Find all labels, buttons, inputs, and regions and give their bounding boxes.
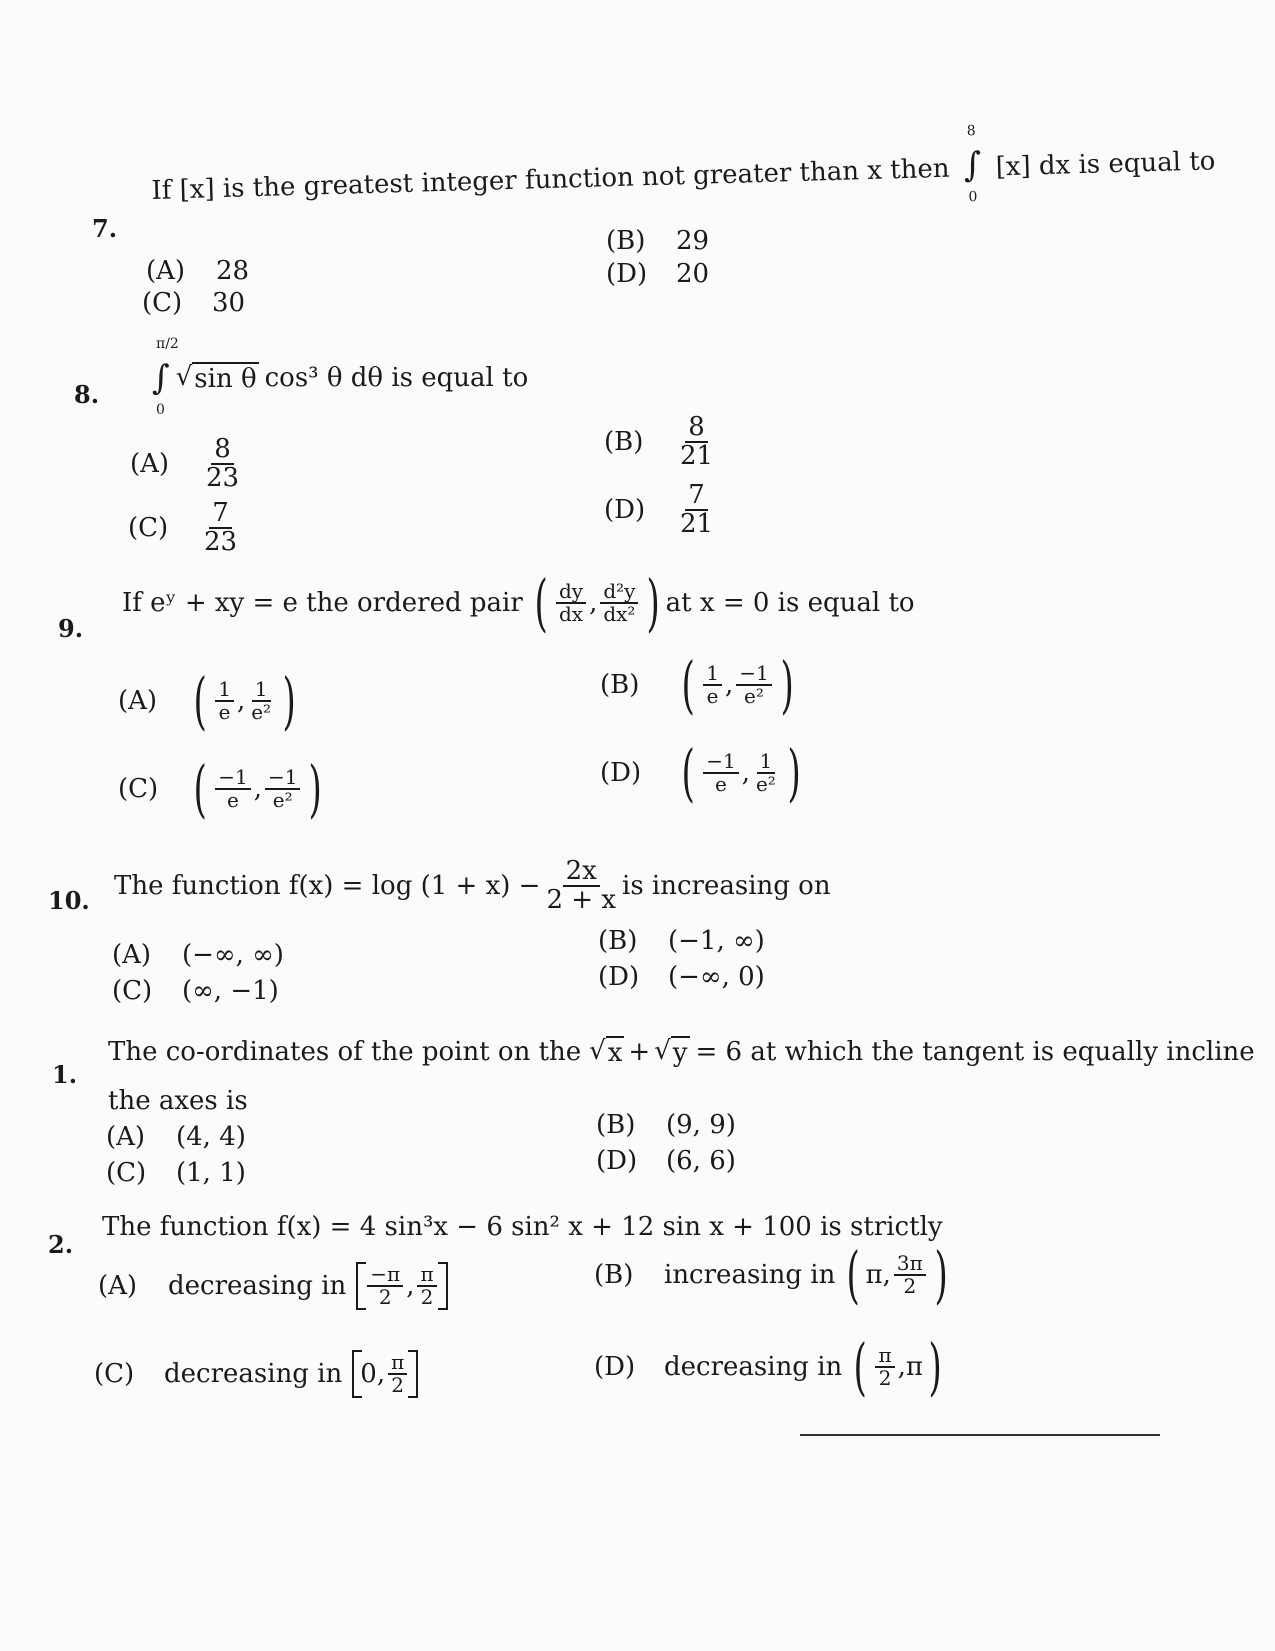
q12-c-frac <box>388 1352 407 1396</box>
denominator: e² <box>251 700 272 724</box>
option-value: (1, 1) <box>176 1158 246 1188</box>
q8-d-fraction <box>677 482 716 539</box>
q10-option-a[interactable] <box>112 940 284 970</box>
left-paren: ( <box>681 648 695 721</box>
option-value: 28 <box>216 256 250 286</box>
option-value: (∞, −1) <box>182 976 279 1006</box>
q8-int-lower: 0 <box>156 402 165 418</box>
option-label: (D) <box>604 495 646 526</box>
option-label: (A) <box>98 1271 138 1301</box>
q11-number: 1. <box>52 1060 78 1089</box>
option-label: (C) <box>142 288 183 318</box>
option-label: (A) <box>112 940 152 970</box>
q9-d-frac2 <box>753 751 779 795</box>
option-text: decreasing in <box>168 1271 347 1301</box>
q9-d-frac1 <box>703 751 738 795</box>
denominator: e <box>715 772 727 796</box>
q12-a-frac2 <box>417 1264 436 1308</box>
option-label: (B) <box>596 1110 636 1140</box>
option-label: (C) <box>94 1359 135 1389</box>
q10-text-after: is increasing on <box>622 871 831 902</box>
left-paren: ( <box>681 736 695 809</box>
denominator: e <box>706 684 719 708</box>
q9-b-frac2 <box>736 663 771 707</box>
denominator: e <box>218 700 231 724</box>
denominator: 2 <box>378 1285 392 1309</box>
right-paren: ) <box>934 1238 948 1311</box>
q8-radicand: sin θ <box>194 364 257 394</box>
denominator: 21 <box>680 509 714 540</box>
denominator: e <box>227 788 239 812</box>
option-label: (C) <box>112 976 153 1006</box>
q9-text-before: If eʸ + xy = e the ordered pair <box>122 588 523 618</box>
q12-b-open-interval <box>841 1238 953 1311</box>
denominator: 2 <box>420 1285 434 1309</box>
denominator: 2 <box>903 1274 917 1298</box>
denominator: 21 <box>680 441 714 472</box>
q9-number: 9. <box>58 614 84 643</box>
q11-sqrt-y: √ y <box>654 1036 688 1068</box>
option-label: (B) <box>606 226 646 256</box>
option-label: (A) <box>130 449 170 480</box>
numerator: dy <box>556 581 586 604</box>
q7-option-b[interactable] <box>606 226 709 256</box>
q9-option-a[interactable] <box>118 664 301 737</box>
q9-question <box>122 566 915 639</box>
q9-second-derivative <box>600 581 638 625</box>
q10-question <box>114 858 831 915</box>
q7-integral-symbol: ∫ 8 0 <box>963 122 982 206</box>
right-paren: ) <box>928 1330 942 1403</box>
q9-a-frac1 <box>215 679 234 723</box>
q12-number: 2. <box>48 1230 74 1259</box>
q10-number: 10. <box>48 886 90 915</box>
option-label: (C) <box>128 513 169 544</box>
q12-a-frac1 <box>367 1264 403 1308</box>
numerator: −1 <box>736 663 771 686</box>
option-value: (−∞, 0) <box>668 962 765 992</box>
option-value: (9, 9) <box>666 1110 736 1140</box>
q7-question <box>151 122 1216 208</box>
option-label: (D) <box>598 962 640 992</box>
q7-option-d[interactable] <box>606 259 709 289</box>
option-label: (D) <box>606 259 648 289</box>
denominator: e² <box>755 772 776 796</box>
q8-text-after: cos³ θ dθ is equal to <box>264 363 529 393</box>
q9-option-d[interactable] <box>600 736 806 809</box>
denominator: e² <box>744 684 764 708</box>
left-paren: ( <box>193 752 207 825</box>
option-value: (−∞, ∞) <box>182 940 284 970</box>
denominator: dx <box>558 602 584 626</box>
q9-option-b[interactable] <box>600 648 799 721</box>
interval-end: ,π <box>897 1352 923 1382</box>
option-value: 30 <box>212 288 246 318</box>
q10-text-before: The function f(x) = log (1 + x) − <box>114 871 541 902</box>
option-value: 20 <box>676 259 710 289</box>
q8-number: 8. <box>74 380 100 409</box>
numerator: 8 <box>211 436 234 465</box>
q10-option-c[interactable] <box>112 976 279 1006</box>
q8-option-d[interactable] <box>604 482 719 539</box>
right-paren: ) <box>282 664 296 737</box>
option-label: (B) <box>604 427 644 458</box>
left-paren: ( <box>853 1330 868 1403</box>
option-value: (4, 4) <box>176 1122 246 1152</box>
q9-derivative-pair: ( $\frac{dy}{dx}$ , $\frac{\text{d²y}}{\text{dx²}}$ ) <box>534 566 661 639</box>
denominator: 23 <box>206 463 240 494</box>
q8-c-fraction <box>201 500 240 557</box>
denominator: e² <box>272 788 293 812</box>
option-label: (B) <box>598 926 638 956</box>
q11-text-after: = 6 at which the tangent is equally incline <box>695 1037 1255 1067</box>
q11-text-before: The co-ordinates of the point on the <box>108 1037 582 1067</box>
option-text: increasing in <box>664 1260 836 1290</box>
numerator: −1 <box>265 767 300 790</box>
q12-option-c[interactable] <box>94 1350 418 1398</box>
denominator: 2 <box>391 1373 405 1397</box>
option-label: (B) <box>594 1260 634 1290</box>
q10-fraction <box>543 858 619 915</box>
numerator: 1 <box>703 663 722 686</box>
q11-option-c[interactable] <box>106 1158 246 1188</box>
option-label: (D) <box>596 1146 638 1176</box>
q7-text-before: If [x] is the greatest integer function not greater than x then <box>151 153 950 207</box>
q9-a-pair: ( $\frac{1}{e}$ , $\frac{1}{\text{e²}}$ ) <box>193 664 296 737</box>
q9-b-pair: ( $\frac{1}{e}$ , $\frac{-1}{\text{e²}}$ ) <box>681 648 794 721</box>
q8-question <box>146 336 529 418</box>
q8-int-upper: π/2 <box>156 336 179 352</box>
q11-sqrt-x: √ x <box>589 1036 623 1068</box>
q11-option-a[interactable] <box>106 1122 246 1152</box>
q12-option-a[interactable] <box>98 1262 448 1310</box>
q10-option-b[interactable] <box>598 926 765 956</box>
q9-c-frac1 <box>215 767 250 811</box>
q8-b-fraction <box>677 414 716 471</box>
q11-question-line2: the axes is <box>108 1086 248 1116</box>
numerator: 8 <box>685 414 708 443</box>
numerator: 3π <box>894 1253 926 1276</box>
q12-option-b[interactable] <box>594 1238 953 1311</box>
numerator: d²y <box>600 581 638 604</box>
q10-option-d[interactable] <box>598 962 765 992</box>
radicand: y <box>672 1038 688 1068</box>
q11-option-b[interactable] <box>596 1110 736 1140</box>
q7-option-a[interactable] <box>146 256 249 286</box>
q11-option-d[interactable] <box>596 1146 736 1176</box>
q9-c-pair: ( $\frac{-1}{e}$ , $\frac{-1}{\text{e²}}$ ) <box>193 752 323 825</box>
q9-c-frac2 <box>265 767 300 811</box>
denominator: 2 <box>878 1366 892 1390</box>
q12-c-closed-interval <box>352 1350 418 1398</box>
option-label: (D) <box>594 1352 636 1382</box>
option-label: (C) <box>118 774 159 804</box>
option-label: (B) <box>600 670 640 700</box>
q8-option-a[interactable] <box>130 436 245 493</box>
option-label: (A) <box>106 1122 146 1152</box>
option-value: (6, 6) <box>666 1146 736 1176</box>
q8-a-fraction <box>203 436 242 493</box>
q9-b-frac1 <box>703 663 722 707</box>
left-paren: ( <box>193 664 207 737</box>
radicand: x <box>607 1038 623 1068</box>
q12-question: The function f(x) = 4 sin³x − 6 sin² x + 12 sin x + 100 is strictly <box>102 1212 943 1242</box>
q12-d-open-interval <box>848 1330 947 1403</box>
numerator: −1 <box>703 751 738 774</box>
q8-option-b[interactable] <box>604 414 719 471</box>
bottom-divider <box>800 1434 1160 1436</box>
numerator: 1 <box>252 679 271 702</box>
denominator: 2 + x <box>546 885 616 916</box>
denominator: 23 <box>204 527 238 558</box>
option-text: decreasing in <box>664 1352 843 1382</box>
numerator: π <box>875 1345 894 1368</box>
option-label: (D) <box>600 758 642 788</box>
right-paren: ) <box>646 566 661 639</box>
q11-question <box>108 1036 1255 1068</box>
q9-first-derivative <box>556 581 586 625</box>
bracket-box <box>352 1350 418 1398</box>
numerator: −π <box>367 1264 403 1287</box>
q7-number: 7. <box>92 214 118 243</box>
left-paren: ( <box>534 566 548 639</box>
denominator: dx² <box>603 602 636 626</box>
q7-int-lower: 0 <box>968 188 978 206</box>
numerator: 2x <box>563 858 600 887</box>
left-paren: ( <box>846 1238 861 1311</box>
bracket-box: $\frac{-\pi}{2}$ , $\frac{\pi}{2}$ <box>356 1262 447 1310</box>
option-text: decreasing in <box>164 1359 343 1389</box>
numerator: 1 <box>757 751 776 774</box>
numerator: 1 <box>215 679 234 702</box>
q7-text-after: [x] dx is equal to <box>995 146 1216 183</box>
q12-a-closed-interval <box>356 1262 447 1310</box>
right-paren: ) <box>308 752 323 825</box>
option-value: 29 <box>676 226 710 256</box>
q12-b-frac <box>894 1253 926 1297</box>
option-label: (A) <box>118 686 158 716</box>
q12-option-d[interactable] <box>594 1330 947 1403</box>
q9-option-c[interactable] <box>118 752 328 825</box>
plus-sign: + <box>628 1037 651 1067</box>
q9-text-after: at x = 0 is equal to <box>665 588 915 618</box>
q8-integral-symbol: ∫ π/2 0 <box>152 336 179 418</box>
interval-start: π, <box>865 1260 891 1290</box>
numerator: 7 <box>685 482 708 511</box>
q9-a-frac2 <box>248 679 274 723</box>
numerator: π <box>417 1264 436 1287</box>
interval-start: 0, <box>360 1359 386 1389</box>
q9-d-pair: ( $\frac{-1}{e}$ , $\frac{1}{\text{e²}}$ ) <box>681 736 801 809</box>
option-value: (−1, ∞) <box>668 926 765 956</box>
q8-option-c[interactable] <box>128 500 243 557</box>
numerator: −1 <box>215 767 250 790</box>
q7-int-upper: 8 <box>966 122 976 140</box>
right-paren: ) <box>780 648 794 721</box>
q8-sqrt: √ sin θ <box>175 362 257 394</box>
right-paren: ) <box>787 736 801 809</box>
q12-d-frac <box>875 1345 894 1389</box>
option-label: (A) <box>146 256 186 286</box>
option-label: (C) <box>106 1158 147 1188</box>
numerator: π <box>388 1352 407 1375</box>
q7-option-c[interactable] <box>142 288 245 318</box>
numerator: 7 <box>209 500 232 529</box>
